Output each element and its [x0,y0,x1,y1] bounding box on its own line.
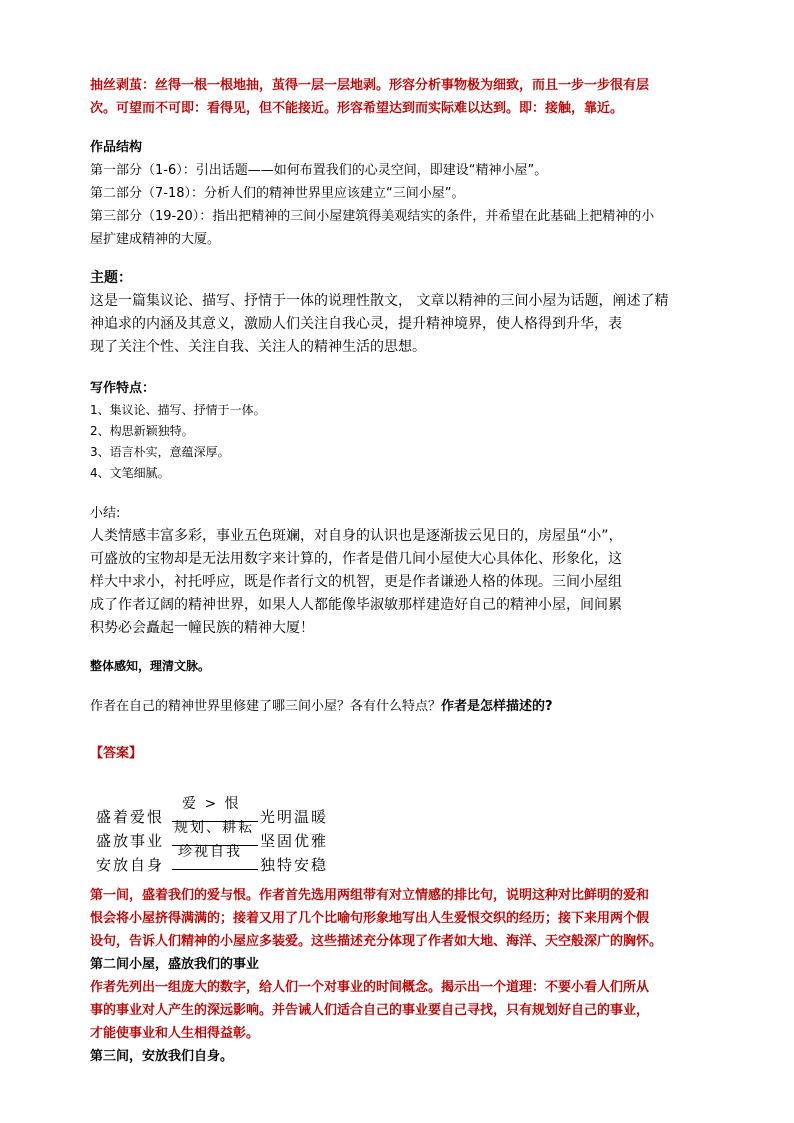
feature-item: 2、构思新颖独特。 [90,424,194,438]
diagram-mid: 规划、耕耘 [174,820,254,836]
answer-line: 设句，告诉人们精神的小屋应多装爱。这些描述充分体现了作者如大地、海洋、天空般深广的胸怀。 [90,934,663,949]
intro-line: 次。可望而不可即：看得见，但不能接近。形容希望达到而实际难以达到。即：接触，靠近。 [90,101,624,116]
summary-line: 样大中求小，衬托呼应，既是作者行文的机智，更是作者谦逊人格的体现。三间小屋组 [90,574,622,590]
diagram-left: 安放自身 [96,856,165,874]
summary-line: 成了作者辽阔的精神世界，如果人人都能像毕淑敏那样建造好自己的精神小屋，间间累 [90,597,622,613]
summary-line: 人类情感丰富多彩，事业五色斑斓，对自身的认识也是逐渐拔云见日的，房屋虽“小”， [90,528,623,544]
question-text: 作者在自己的精神世界里修建了哪三间小屋？各有什么特点？ [90,699,442,714]
answer-line: 才能使事业和人生相得益彰。 [90,1026,260,1041]
answer-heading: 第二间小屋，盛放我们的事业 [90,957,260,972]
structure-part: 第一部分（1-6）：引出话题——如何布置我们的心灵空间，即建设“精神小屋”。 [90,163,548,178]
feature-item: 3、语言朴实，意蕴深厚。 [90,445,230,459]
structure-part: 第二部分（7-18）：分析人们的精神世界里应该建立“三间小屋”。 [90,186,465,201]
question [90,695,710,718]
intro-line: 抽丝剥茧：丝得一根一根地抽，茧得一层一层地剥。形容分析事物极为细致，而且一步一步很有层 [90,78,650,93]
summary-heading: 小结: [90,506,121,521]
answer-line: 事的事业对人产生的深远影响。并告诫人们适合自己的事业要自己寻找，只有规划好自己的事业， [90,1003,650,1018]
summary-line: 可盛放的宝物却是无法用数字来计算的，作者是借几间小屋使大心具体化、形象化，这 [90,551,622,567]
answer-heading: 第三间，安放我们自身。 [90,1049,234,1064]
diagram-row [96,844,346,876]
structure-part: 屋扩建成精神的大厦。 [90,232,221,247]
features-heading: 写作特点： [90,381,156,396]
theme-line: 这是一篇集议论、描写、抒情于一体的说理性散文， 文章以精神的三间小屋为话题，阐述了精 [90,293,669,309]
diagram-right: 独特安稳 [260,856,329,874]
feature-item: 4、文笔细腻。 [90,466,170,480]
question-bold: 作者是怎样描述的? [441,699,553,714]
theme-line: 现了关注个性、关注自我、关注人的精神生活的思想。 [90,339,426,355]
answer-tag: 【答案】 [90,746,143,761]
diagram-right: 光明温暖 [260,808,329,826]
answer-line: 恨会将小屋挤得满满的；接着又用了几个比喻句形象地写出人生爱恨交织的经历；接下来用两个假 [90,911,650,926]
overall-heading: 整体感知，理清文脉。 [90,659,211,673]
theme-line: 神追求的内涵及其意义，激励人们关注自我心灵，提升精神境界，使人格得到升华，表 [90,316,622,332]
diagram-mid: 爱 > 恨 [182,796,241,812]
diagram-right: 坚固优雅 [260,832,329,850]
answer-body [90,884,710,1068]
rooms-diagram [96,796,346,874]
diagram-line [172,869,258,870]
answer-line: 作者先列出一组庞大的数字，给人们一个对事业的时间概念。揭示出一个道理：不要小看人们所从 [90,980,650,995]
diagram-left: 盛放事业 [96,832,165,850]
feature-item: 1、集议论、描写、抒情于一体。 [90,403,266,417]
answer-line: 第一间，盛着我们的爱与恨。作者首先选用两组带有对立情感的排比句，说明这种对比鲜明的爱和 [90,888,650,903]
structure-heading: 作品结构 [90,140,143,155]
theme-heading: 主题： [90,270,132,286]
diagram-mid: 珍视自我 [178,844,242,860]
diagram-left: 盛着爱恨 [96,808,165,826]
document-body [90,74,710,718]
structure-part: 第三部分（19-20）：指出把精神的三间小屋建筑得美观结实的条件，并希望在此基础上把精神的小 [90,209,655,224]
summary-line: 积势必会矗起一幢民族的精神大厦！ [90,620,314,636]
